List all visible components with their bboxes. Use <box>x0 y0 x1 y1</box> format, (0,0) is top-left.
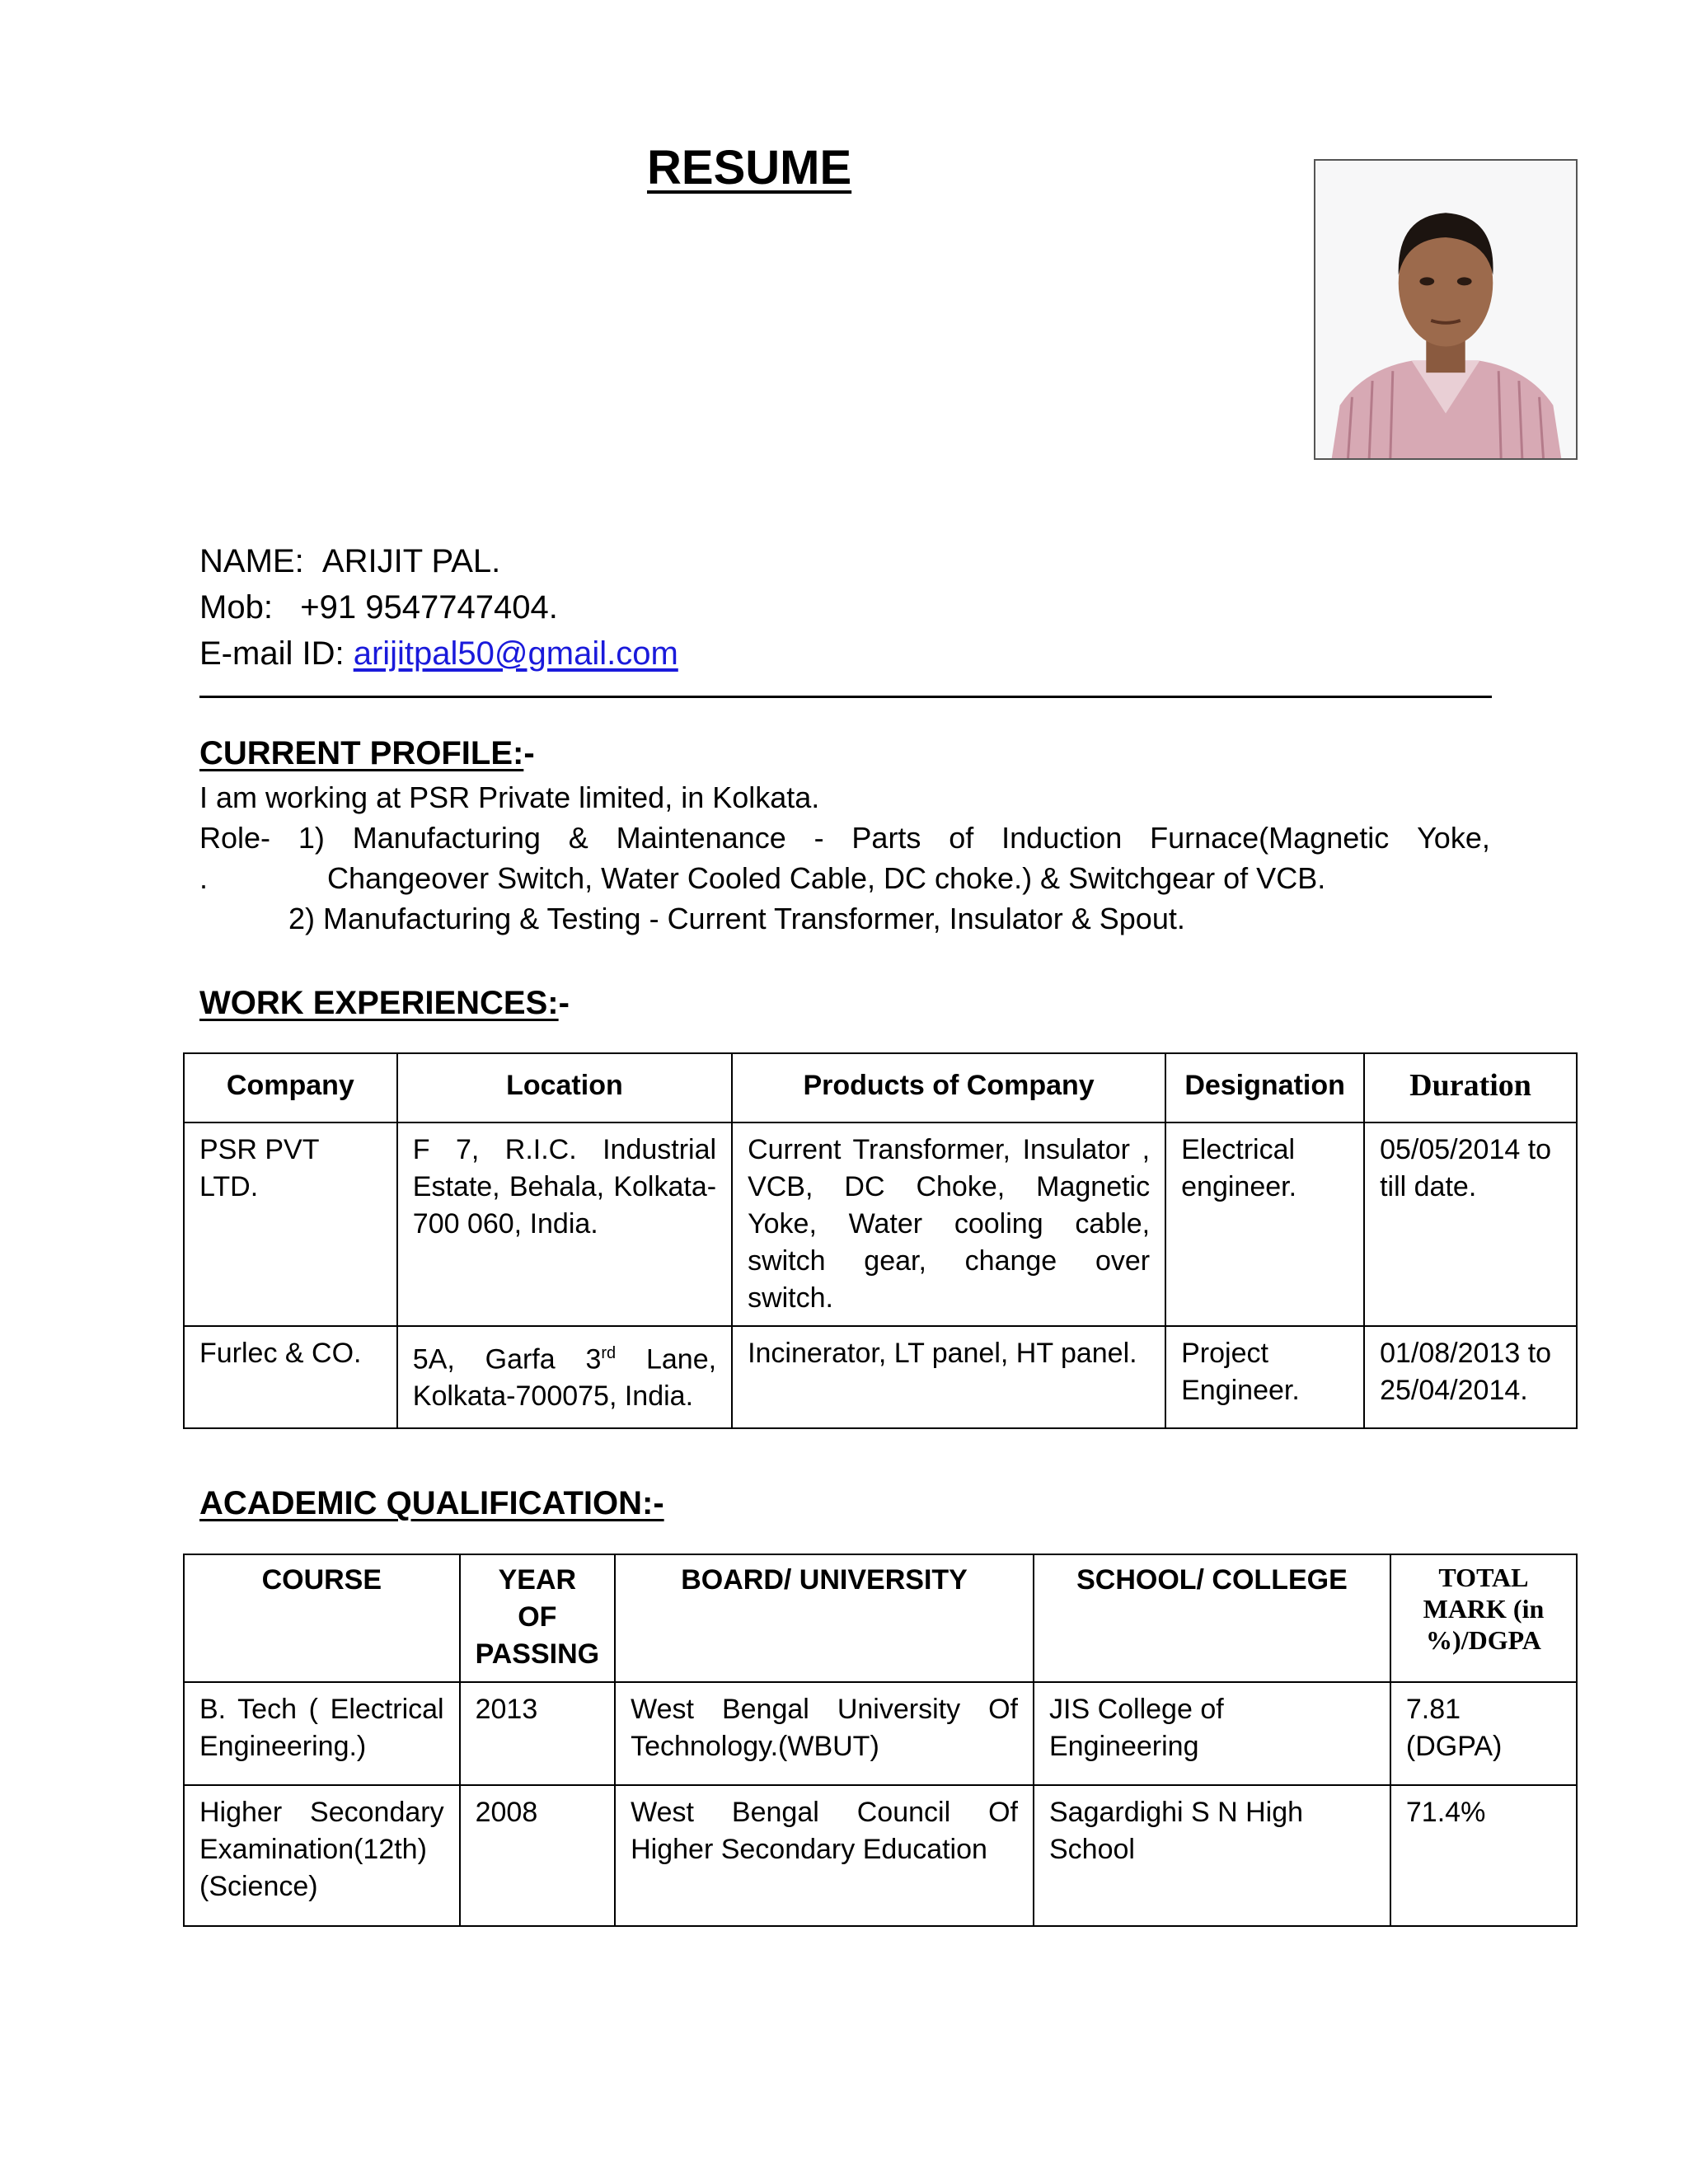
work-duration: 05/05/2014 to till date. <box>1364 1122 1577 1326</box>
academic-mark: 71.4% <box>1390 1785 1577 1926</box>
work-location <box>397 1326 732 1428</box>
current-profile-heading-text: CURRENT PROFILE: <box>199 735 524 771</box>
role-word: Role- <box>199 821 271 855</box>
work-products: Incinerator, LT panel, HT panel. <box>732 1326 1165 1428</box>
academic-header-year: YEAR OF PASSING <box>460 1554 616 1682</box>
academic-course: B. Tech ( Electrical Engineering.) <box>184 1682 460 1785</box>
role-word: Maintenance <box>616 821 786 855</box>
work-experiences-heading-suffix: - <box>558 985 570 1021</box>
role-line-1 <box>199 818 1490 858</box>
work-designation: Electrical engineer. <box>1165 1122 1364 1326</box>
email-label: E-mail ID: <box>199 635 345 672</box>
academic-heading-suffix: :- <box>642 1485 664 1521</box>
role-line-3: 2) Manufacturing & Testing - Current Transformer, Insulator & Spout. <box>288 902 1185 935</box>
email-line <box>199 634 678 673</box>
profile-photo <box>1314 159 1578 460</box>
mobile-label: Mob: <box>199 589 273 626</box>
table-row <box>184 1682 1577 1785</box>
academic-year: 2013 <box>460 1682 616 1785</box>
role-word: of <box>949 821 974 855</box>
name-label: NAME: <box>199 543 304 579</box>
divider <box>199 696 1492 698</box>
mobile-line <box>199 588 558 627</box>
academic-year: 2008 <box>460 1785 616 1926</box>
work-designation: Project Engineer. <box>1165 1326 1364 1428</box>
name-line <box>199 541 500 581</box>
work-header-location: Location <box>397 1053 732 1122</box>
academic-board: West Bengal University Of Technology.(WBUT) <box>615 1682 1034 1785</box>
role-line-2-text: Changeover Switch, Water Cooled Cable, DC choke.) & Switchgear of VCB. <box>327 861 1326 895</box>
academic-header-mark: TOTAL MARK (in %)/DGPA <box>1390 1554 1577 1682</box>
work-company: PSR PVT LTD. <box>184 1122 397 1326</box>
academic-header-board: BOARD/ UNIVERSITY <box>615 1554 1034 1682</box>
table-row <box>184 1785 1577 1926</box>
role-word: Induction <box>1001 821 1123 855</box>
work-location-part: Lane, Kolkata-700075, India. <box>412 1343 717 1413</box>
work-header-products: Products of Company <box>732 1053 1165 1122</box>
work-location: F 7, R.I.C. Industrial Estate, Behala, Kolkata-700 060, India. <box>397 1122 732 1326</box>
role-word: - <box>814 821 824 855</box>
current-profile-heading <box>199 733 535 773</box>
academic-school: Sagardighi S N High School <box>1034 1785 1390 1926</box>
academic-mark: 7.81 (DGPA) <box>1390 1682 1577 1785</box>
email-link[interactable]: arijitpal50@gmail.com <box>353 635 678 672</box>
academic-qualification-table <box>183 1554 1578 1927</box>
role-line-2 <box>199 858 1325 898</box>
work-duration: 01/08/2013 to 25/04/2014. <box>1364 1326 1577 1428</box>
academic-school: JIS College of Engineering <box>1034 1682 1390 1785</box>
role-word: Manufacturing <box>352 821 541 855</box>
academic-header-course: COURSE <box>184 1554 460 1682</box>
role-word: Furnace(Magnetic <box>1150 821 1390 855</box>
work-company: Furlec & CO. <box>184 1326 397 1428</box>
role-word: 1) <box>298 821 325 855</box>
resume-title: RESUME <box>647 141 852 194</box>
academic-heading-text: ACADEMIC QUALIFICATION <box>199 1485 642 1521</box>
academic-board: West Bengal Council Of Higher Secondary Education <box>615 1785 1034 1926</box>
academic-header-row <box>184 1554 1577 1682</box>
ordinal-suffix: rd <box>601 1344 617 1362</box>
work-location-part: 5A, Garfa 3 <box>412 1343 602 1376</box>
work-header-designation: Designation <box>1165 1053 1364 1122</box>
profile-statement: I am working at PSR Private limited, in Kolkata. <box>199 780 820 814</box>
name-value: ARIJIT PAL. <box>321 543 501 579</box>
table-row <box>184 1122 1577 1326</box>
work-products: Current Transformer, Insulator , VCB, DC Choke, Magnetic Yoke, Water cooling cable, switch gear, change over switch. <box>732 1122 1165 1326</box>
work-header-row <box>184 1053 1577 1122</box>
role-line-2-prefix: . <box>199 861 209 895</box>
work-header-company: Company <box>184 1053 397 1122</box>
role-word: & <box>568 821 588 855</box>
academic-header-school: SCHOOL/ COLLEGE <box>1034 1554 1390 1682</box>
academic-qualification-heading <box>199 1483 664 1523</box>
role-word: Yoke, <box>1417 821 1490 855</box>
mobile-value: +91 9547747404. <box>300 589 558 626</box>
work-experience-table <box>183 1052 1578 1429</box>
work-experiences-heading-text: WORK EXPERIENCES: <box>199 985 559 1021</box>
current-profile-heading-suffix: - <box>523 735 535 771</box>
role-word: Parts <box>851 821 921 855</box>
table-row <box>184 1326 1577 1428</box>
work-header-duration: Duration <box>1364 1053 1577 1122</box>
academic-course: Higher Secondary Examination(12th) (Science) <box>184 1785 460 1926</box>
work-experiences-heading <box>199 983 570 1023</box>
